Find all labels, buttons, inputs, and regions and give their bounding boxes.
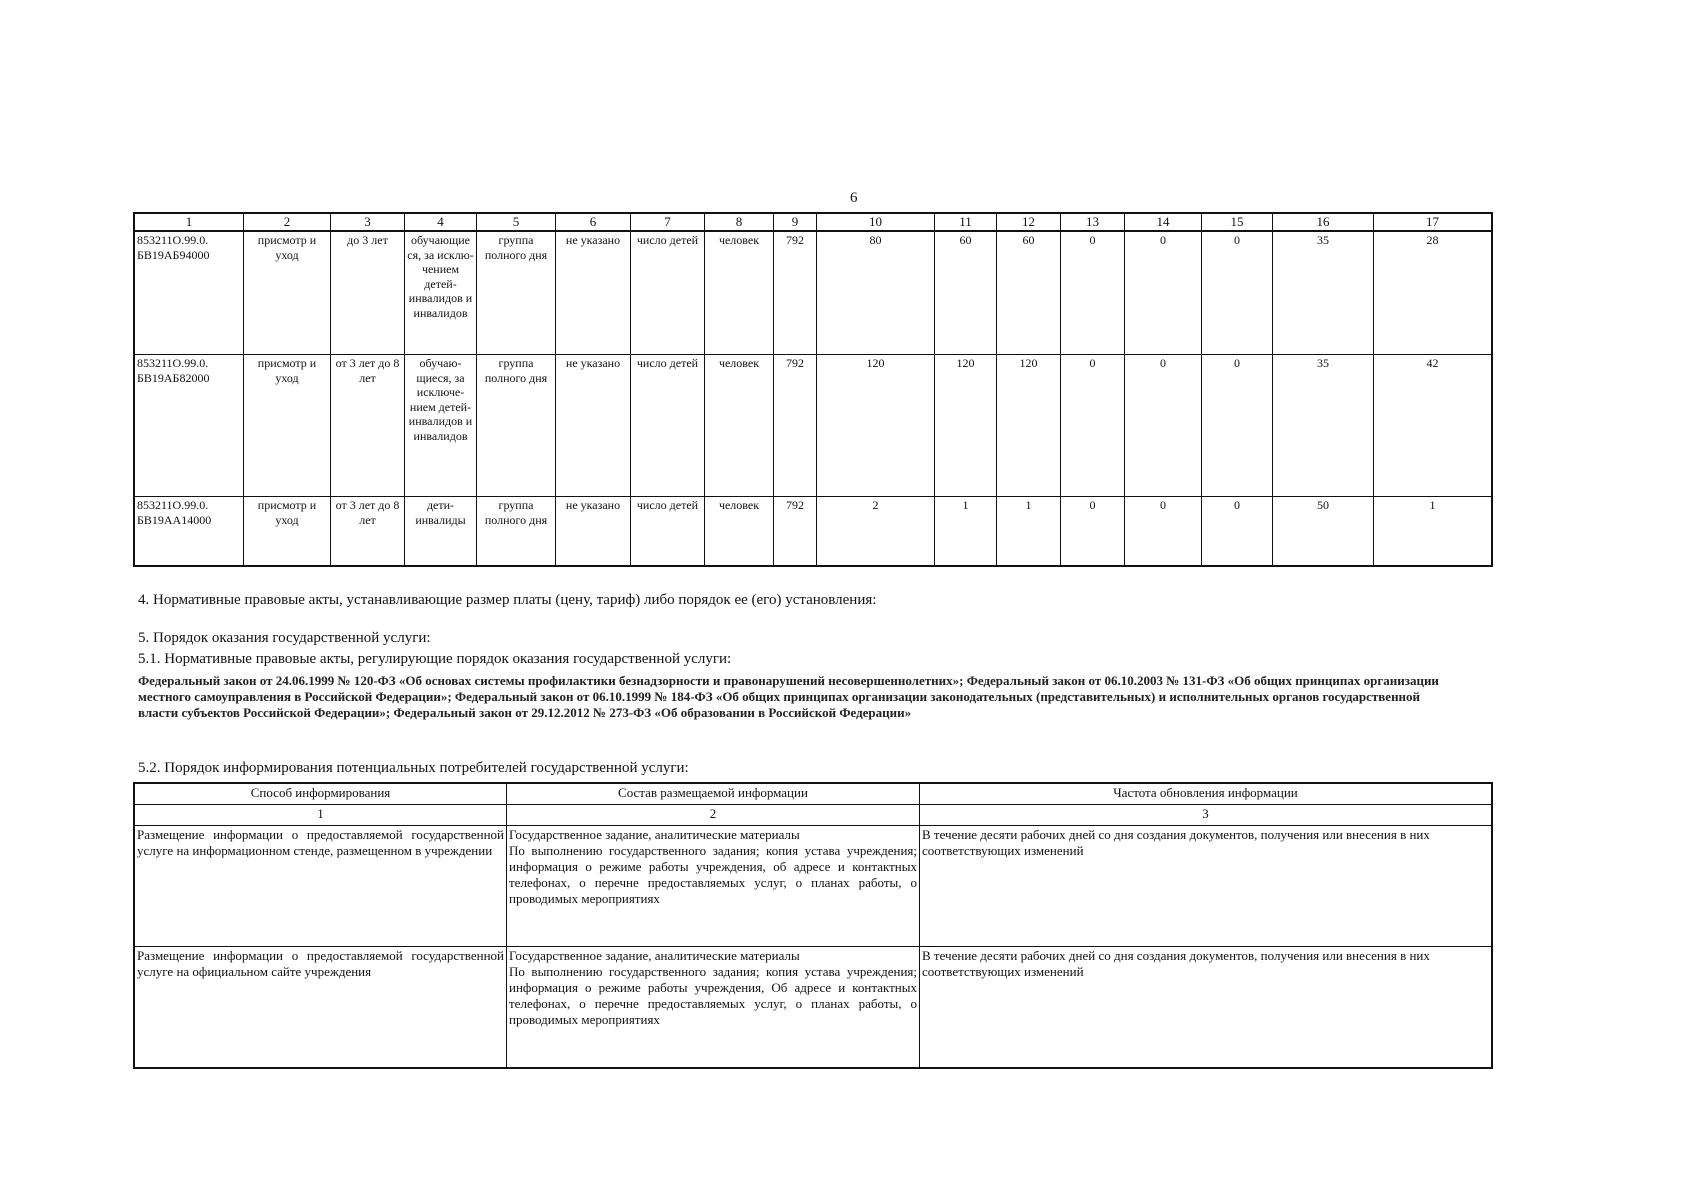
col-header: 4 xyxy=(405,214,477,232)
col-header: 9 xyxy=(774,214,817,232)
table-cell: присмотр и уход xyxy=(244,355,331,497)
col-header: Способ информирования xyxy=(135,784,507,805)
col-number: 3 xyxy=(920,805,1492,826)
table-cell: от 3 лет до 8 лет xyxy=(331,355,405,497)
col-header: 14 xyxy=(1125,214,1202,232)
informing-table xyxy=(134,783,1492,1068)
registry-code: 853211О.99.0. БВ19АА14000 xyxy=(135,497,244,566)
page-number: 6 xyxy=(850,190,858,206)
table-cell: число детей xyxy=(631,497,705,566)
table-cell: 28 xyxy=(1374,231,1492,355)
table-cell: 0 xyxy=(1125,231,1202,355)
col-header: 3 xyxy=(331,214,405,232)
table-cell: 0 xyxy=(1061,231,1125,355)
table-cell: 60 xyxy=(935,231,997,355)
section-5-1-heading: 5.1. Нормативные правовые акты, регулирующие порядок оказания государственной услуги: xyxy=(138,651,732,667)
frequency-cell: В течение десяти рабочих дней со дня создания документов, получения или внесения в них соответствующих изменений xyxy=(920,826,1492,947)
col-header: 6 xyxy=(556,214,631,232)
table-cell: 0 xyxy=(1061,355,1125,497)
table-row xyxy=(135,826,1492,947)
col-number: 2 xyxy=(507,805,920,826)
table-cell: обучающие ся, за исклю- чением детей- инвалидов и инвалидов xyxy=(405,231,477,355)
col-header: Состав размещаемой информации xyxy=(507,784,920,805)
table-cell: 80 xyxy=(817,231,935,355)
table-cell: 0 xyxy=(1202,231,1273,355)
table-cell: 0 xyxy=(1202,355,1273,497)
table-cell: не указано xyxy=(556,355,631,497)
col-header: 15 xyxy=(1202,214,1273,232)
col-header: 2 xyxy=(244,214,331,232)
table-cell: присмотр и уход xyxy=(244,497,331,566)
table-cell: 1 xyxy=(1374,497,1492,566)
col-header: Частота обновления информации xyxy=(920,784,1492,805)
content-cell xyxy=(507,826,920,947)
col-header: 12 xyxy=(997,214,1061,232)
section-5-1-text: Федеральный закон от 24.06.1999 № 120-ФЗ «Об основах системы профилактики безнадзорности и правонарушений несовершеннолетних»; Федеральный закон от 06.10.2003 № 131-ФЗ «Об общих принципах организации местного самоуправления в Российской Федерации»; Федеральный закон от 06.10.1999 № 184-ФЗ «Об общих принципах организации законодательных (представительных) и исполнительных органов государственной власти субъектов Российской Федерации»; Федеральный закон от 29.12.2012 № 273-ФЗ «Об образовании в Российской Федерации» xyxy=(138,673,1439,720)
col-number: 1 xyxy=(135,805,507,826)
content-line: Государственное задание, аналитические материалы xyxy=(509,827,800,842)
table-cell: 0 xyxy=(1125,355,1202,497)
table-cell: 120 xyxy=(935,355,997,497)
col-header: 8 xyxy=(705,214,774,232)
table-cell: 35 xyxy=(1273,355,1374,497)
col-header: 13 xyxy=(1061,214,1125,232)
table-cell: не указано xyxy=(556,497,631,566)
table-cell: человек xyxy=(705,231,774,355)
table-cell: 0 xyxy=(1202,497,1273,566)
table-cell: 120 xyxy=(997,355,1061,497)
table-cell: 792 xyxy=(774,231,817,355)
table-cell: до 3 лет xyxy=(331,231,405,355)
col-header: 5 xyxy=(477,214,556,232)
table-cell: группа полного дня xyxy=(477,497,556,566)
table-cell: дети- инвалиды xyxy=(405,497,477,566)
table-cell: обучаю- щиеся, за исключе- нием детей- инвалидов и инвалидов xyxy=(405,355,477,497)
method-cell: Размещение информации о предоставляемой государственной услуге на официальном сайте учреждения xyxy=(135,947,507,1068)
table-cell: от 3 лет до 8 лет xyxy=(331,497,405,566)
table-cell: 2 xyxy=(817,497,935,566)
table-cell: человек xyxy=(705,497,774,566)
table-cell: 0 xyxy=(1125,497,1202,566)
method-cell: Размещение информации о предоставляемой государственной услуге на информационном стенде, размещенном в учреждении xyxy=(135,826,507,947)
table-cell: 120 xyxy=(817,355,935,497)
section-5-heading: 5. Порядок оказания государственной услуги: xyxy=(138,630,431,646)
table-row xyxy=(135,231,1492,355)
table-cell: 792 xyxy=(774,497,817,566)
informing-number-row xyxy=(135,805,1492,826)
table-cell: 1 xyxy=(997,497,1061,566)
table-cell: группа полного дня xyxy=(477,231,556,355)
indicators-table xyxy=(134,213,1492,566)
col-header: 1 xyxy=(135,214,244,232)
col-header: 11 xyxy=(935,214,997,232)
col-header: 7 xyxy=(631,214,705,232)
informing-header-row xyxy=(135,784,1492,805)
content-line: Государственное задание, аналитические материалы xyxy=(509,948,800,963)
table-cell: 35 xyxy=(1273,231,1374,355)
table-cell: не указано xyxy=(556,231,631,355)
table-cell: 60 xyxy=(997,231,1061,355)
col-header: 10 xyxy=(817,214,935,232)
frequency-cell: В течение десяти рабочих дней со дня создания документов, получения или внесения в них соответствующих изменений xyxy=(920,947,1492,1068)
table-cell: человек xyxy=(705,355,774,497)
content-details: По выполнению государственного задания; копия устава учреждения; информация о режиме работы учреждения, об адресе и контактных телефонах, о перечне предоставляемых услуг, о планах работы, о проводимых мероприятиях xyxy=(509,843,917,906)
content-details: По выполнению государственного задания; копия устава учреждения; информация о режиме работы учреждения, Об адресе и контактных телефонах, о перечне предоставляемых услуг, о планах работы, о проводимых мероприятиях xyxy=(509,964,917,1027)
table-row xyxy=(135,355,1492,497)
table-cell: 1 xyxy=(935,497,997,566)
table-cell: 792 xyxy=(774,355,817,497)
registry-code: 853211О.99.0. БВ19АБ82000 xyxy=(135,355,244,497)
table-cell: группа полного дня xyxy=(477,355,556,497)
col-header: 16 xyxy=(1273,214,1374,232)
table-cell: 0 xyxy=(1061,497,1125,566)
table-cell: число детей xyxy=(631,355,705,497)
table-cell: число детей xyxy=(631,231,705,355)
table-row xyxy=(135,497,1492,566)
table-cell: 50 xyxy=(1273,497,1374,566)
col-header: 17 xyxy=(1374,214,1492,232)
table-cell: присмотр и уход xyxy=(244,231,331,355)
indicators-header-row xyxy=(135,214,1492,232)
table-cell: 42 xyxy=(1374,355,1492,497)
content-cell xyxy=(507,947,920,1068)
registry-code: 853211О.99.0. БВ19АБ94000 xyxy=(135,231,244,355)
table-row xyxy=(135,947,1492,1068)
section-4-heading: 4. Нормативные правовые акты, устанавливающие размер платы (цену, тариф) либо порядок ее (его) установления: xyxy=(138,592,877,608)
section-5-2-heading: 5.2. Порядок информирования потенциальных потребителей государственной услуги: xyxy=(138,760,689,776)
